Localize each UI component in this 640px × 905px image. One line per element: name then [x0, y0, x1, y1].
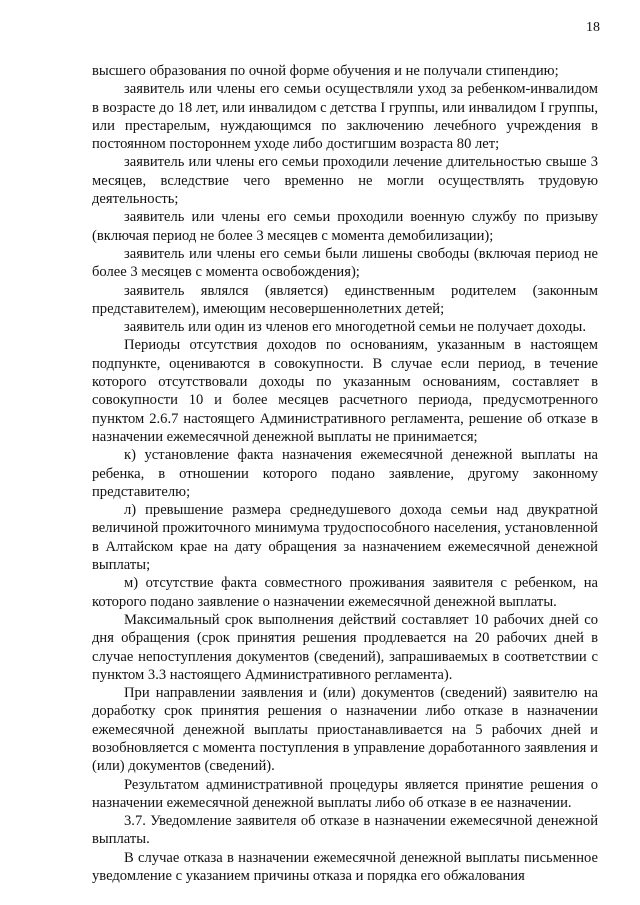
paragraph: заявитель или члены его семьи проходили военную службу по призыву (включая период не более 3 месяцев с момента демобилизации);	[92, 209, 598, 244]
paragraph: Результатом административной процедуры является принятие решения о назначении ежемесячной денежной выплаты либо об отказе в ее назначении.	[92, 776, 598, 811]
document-body	[92, 62, 598, 885]
paragraph: высшего образования по очной форме обучения и не получали стипендию;	[92, 63, 559, 79]
paragraph: заявитель являлся (является) единственным родителем (законным представителем), имеющим несовершеннолетних детей;	[92, 282, 598, 317]
section-heading: 3.7. Уведомление заявителя об отказе в назначении ежемесячной денежной выплаты.	[92, 813, 598, 848]
paragraph: заявитель или члены его семьи проходили лечение длительностью свыше 3 месяцев, вследствие чего временно не могли осуществлять трудовую деятельность;	[92, 154, 598, 208]
paragraph: заявитель или один из членов его многодетной семьи не получает доходы.	[124, 319, 587, 336]
page-number: 18	[586, 20, 600, 35]
paragraph: м) отсутствие факта совместного проживания заявителя с ребенком, на которого подано заявление о назначении ежемесячной денежной выплаты.	[92, 575, 598, 610]
paragraph: л) превышение размера среднедушевого дохода семьи над двукратной величиной прожиточного минимума трудоспособного населения, установленной в Алтайском крае на дату обращения за назначением ежемесячной денежной выплаты;	[92, 502, 598, 574]
paragraph: В случае отказа в назначении ежемесячной денежной выплаты письменное уведомление с указанием причины отказа и порядка его обжалования	[92, 849, 598, 885]
paragraph: Периоды отсутствия доходов по основаниям, указанным в настоящем подпункте, оцениваются в совокупности. В случае если период, в течение которого отсутствовали доходы по указанным основаниям, составляет в совокупности 10 и более месяцев расчетного периода, предусмотренного пунктом 2.6.7 настоящего Административного регламента, решение об отказе в назначении ежемесячной денежной выплаты не принимается;	[92, 337, 598, 445]
paragraph: заявитель или члены его семьи осуществляли уход за ребенком-инвалидом в возрасте до 18 лет, или инвалидом с детства I группы, или инвалидом I группы, или престарелым, нуждающимся по заключению лечебного учреждения в постоянном постороннем уходе либо достигшим возраста 80 лет;	[92, 81, 598, 153]
paragraph: Максимальный срок выполнения действий составляет 10 рабочих дней со дня обращения (срок принятия решения продлевается на 20 рабочих дней в случае непоступления документов (сведений), запрашиваемых в соответствии с пунктом 3.3 настоящего Административного регламента).	[92, 611, 598, 683]
paragraph: При направлении заявления и (или) документов (сведений) заявителю на доработку срок принятия решения о назначении либо отказе в назначении ежемесячной денежной выплаты приостанавливается на 5 рабочих дней и возобновляется с момента поступления в управление доработанного заявления и (или) документов (сведений).	[92, 685, 598, 775]
paragraph: к) установление факта назначения ежемесячной денежной выплаты на ребенка, в отношении которого подано заявление, другому законному представителю;	[92, 447, 598, 500]
paragraph: заявитель или члены его семьи были лишены свободы (включая период не более 3 месяцев с момента освобождения);	[92, 245, 598, 281]
